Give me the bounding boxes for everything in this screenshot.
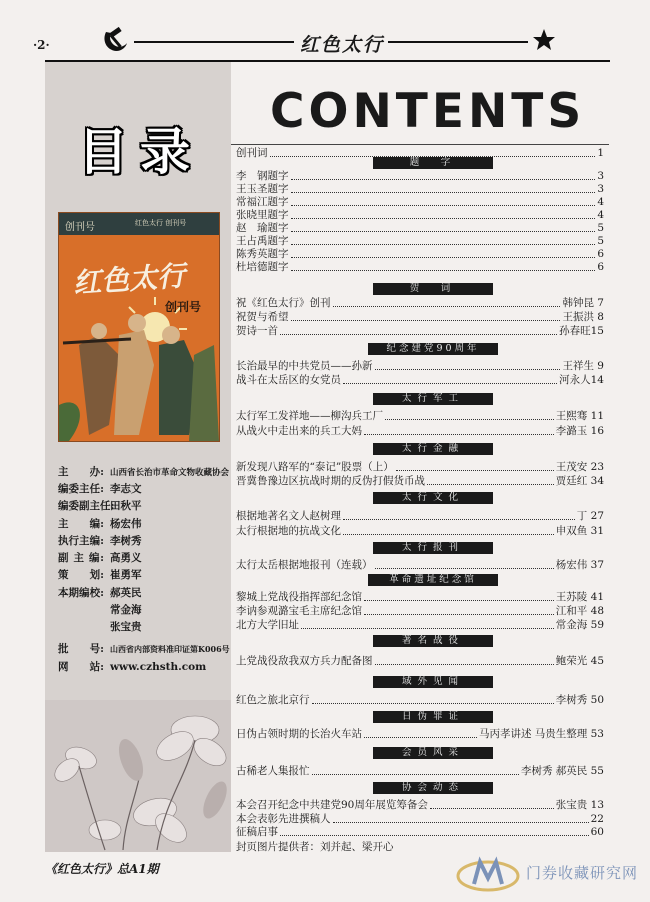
cover-top-left: 创刊号 bbox=[65, 222, 95, 233]
header-title: 红色太行 bbox=[300, 34, 385, 56]
toc-entry[interactable]: 北方大学旧址 常金海 59 bbox=[236, 619, 604, 631]
toc-entry[interactable]: 黎城上党战役指挥部纪念馆 王苏陵 41 bbox=[236, 591, 604, 603]
masthead-row: 主 编: 杨宏伟 bbox=[58, 518, 142, 530]
masthead-row: 主 办: 山西省长治市革命文物收藏协会 bbox=[58, 466, 230, 478]
cover-image bbox=[58, 212, 220, 442]
masthead-row: 编委主任: 李志文 bbox=[58, 483, 142, 495]
toc-entry[interactable]: 陈秀英题字 6 bbox=[236, 248, 604, 260]
section-heading: 协会动态 bbox=[373, 782, 493, 794]
section-heading: 太行文化 bbox=[373, 492, 493, 504]
section-heading: 太行金融 bbox=[373, 443, 493, 455]
contents-title: CONTENTS bbox=[270, 84, 586, 139]
toc-entry[interactable]: 根据地著名文人赵树理 丁 27 bbox=[236, 510, 604, 522]
page-heading: 目录 bbox=[78, 123, 202, 181]
divider bbox=[231, 144, 609, 145]
toc-entry[interactable]: 上党战役敌我双方兵力配备图 鲍荣光 45 bbox=[236, 655, 604, 667]
toc-entry[interactable]: 杜培德题字 6 bbox=[236, 261, 604, 273]
hammer-sickle-icon bbox=[100, 26, 130, 54]
section-heading: 域外见闻 bbox=[373, 676, 493, 688]
toc-entry[interactable]: 祝贺与希望 王振洪 8 bbox=[236, 311, 604, 323]
toc-entry[interactable]: 红色之旅北京行 李树秀 50 bbox=[236, 694, 604, 706]
toc-entry[interactable]: 李讷参观潞宝毛主席纪念馆 江和平 48 bbox=[236, 605, 604, 617]
toc-entry[interactable]: 张晓里题字 4 bbox=[236, 209, 604, 221]
section-heading: 著名战役 bbox=[373, 635, 493, 647]
masthead-row: 编委副主任:田秋平 bbox=[58, 500, 142, 512]
masthead-row: 本期编校: 郝英民 bbox=[58, 587, 142, 599]
toc-entry[interactable]: 太行根据地的抗战文化 申双鱼 31 bbox=[236, 525, 604, 537]
section-heading: 太行报刊 bbox=[373, 542, 493, 554]
masthead-row: 批 号: 山西省内部资料准印证第K006号 bbox=[58, 643, 230, 655]
cover-header bbox=[59, 213, 219, 235]
page-number: ·2· bbox=[33, 38, 50, 52]
toc-entry[interactable]: 创刊词 1 bbox=[236, 147, 604, 159]
toc-entry[interactable]: 本会召开纪念中共建党90周年展览筹备会 张宝贵 13 bbox=[236, 799, 604, 811]
toc-entry[interactable]: 李 钢题字 3 bbox=[236, 170, 604, 182]
cover-title: 红色太行 bbox=[72, 259, 187, 300]
toc-entry[interactable]: 太行太岳根据地报刊（连载） 杨宏伟 37 bbox=[236, 559, 604, 571]
masthead-row: 执行主编: 李树秀 bbox=[58, 535, 142, 547]
toc-entry[interactable]: 新发现八路军的“泰记”股票（上） 王茂安 23 bbox=[236, 461, 604, 473]
toc-entry[interactable]: 晋冀鲁豫边区抗战时期的反伪打假货币战 贾廷红 34 bbox=[236, 475, 604, 487]
section-heading: 革命遗址纪念馆 bbox=[368, 574, 498, 586]
toc-entry[interactable]: 常福江题字 4 bbox=[236, 196, 604, 208]
cover-photo-credit: 封页图片提供者：刘并起、梁开心 bbox=[236, 841, 394, 853]
masthead-row: 张宝贵 bbox=[110, 621, 142, 633]
toc-entry[interactable]: 赵 瑜题字 5 bbox=[236, 222, 604, 234]
toc-entry[interactable]: 本会表彰先进撰稿人 22 bbox=[236, 813, 604, 825]
masthead-row: 常金海 bbox=[110, 604, 142, 616]
toc-entry[interactable]: 祝《红色太行》创刊 韩钟昆 7 bbox=[236, 297, 604, 309]
cover-subtitle: 创刊号 bbox=[165, 300, 202, 314]
toc-entry[interactable]: 太行军工发祥地——柳沟兵工厂 王熙骞 11 bbox=[236, 410, 604, 422]
toc-entry[interactable]: 古稀老人集报忙 李树秀 郝英民 55 bbox=[236, 765, 604, 777]
star-icon bbox=[532, 28, 556, 52]
flower-illustration bbox=[45, 700, 231, 852]
section-heading: 日伪罪证 bbox=[373, 711, 493, 723]
section-heading: 太行军工 bbox=[373, 393, 493, 405]
section-heading: 题 字 bbox=[373, 157, 493, 169]
cover-top-right: 红色太行 创刊号 bbox=[135, 219, 187, 227]
footer-issue: 《红色太行》总A1期 bbox=[45, 862, 159, 876]
section-heading: 纪念建党90周年 bbox=[368, 343, 498, 355]
toc-entry[interactable]: 长治最早的中共党员——孙新 王祥生 9 bbox=[236, 360, 604, 372]
masthead-row: 网 站: www.czhsth.com bbox=[58, 661, 207, 673]
toc-entry[interactable]: 战斗在太岳区的女党员 河永人14 bbox=[236, 374, 604, 386]
masthead-row: 策 划: 崔勇军 bbox=[58, 569, 142, 581]
toc-entry[interactable]: 王占禹题字 5 bbox=[236, 235, 604, 247]
section-heading: 会员风采 bbox=[373, 747, 493, 759]
toc-entry[interactable]: 从战火中走出来的兵工大妈 李潞玉 16 bbox=[236, 425, 604, 437]
toc-entry[interactable]: 征稿启事 60 bbox=[236, 826, 604, 838]
masthead-row: 副 主 编: 高勇义 bbox=[58, 552, 142, 564]
toc-entry[interactable]: 日伪占领时期的长治火车站 马丙孝讲述 马贵生整理 53 bbox=[236, 728, 604, 740]
watermark-text: 门券收藏研究网 bbox=[526, 864, 639, 882]
toc-entry[interactable]: 王玉圣题字 3 bbox=[236, 183, 604, 195]
section-heading: 贺 词 bbox=[373, 283, 493, 295]
toc-entry[interactable]: 贺诗一首 孙春旺15 bbox=[236, 325, 604, 337]
